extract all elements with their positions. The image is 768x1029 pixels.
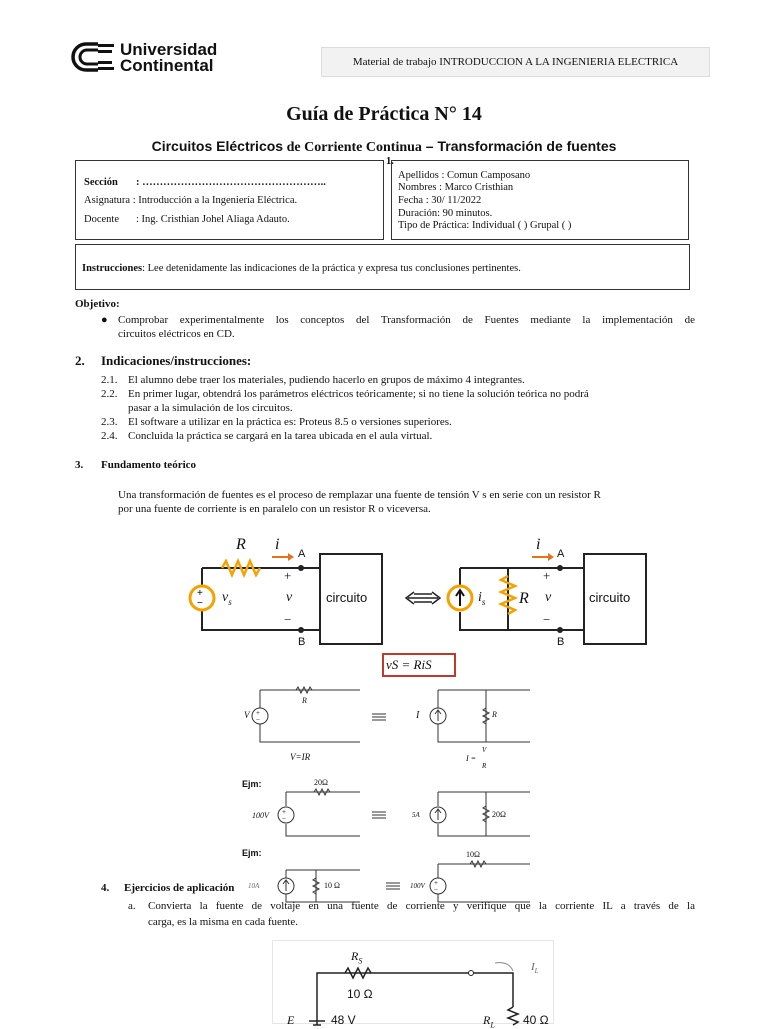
subtitle-part-b: de Corriente Continua	[283, 140, 422, 155]
figure-exercise-a	[272, 940, 554, 1029]
label-vs-sub: s	[228, 596, 232, 607]
fig2-v100: 100V	[252, 811, 269, 820]
fig2-a5: 5A	[412, 811, 420, 819]
docente-label: Docente	[84, 214, 119, 225]
label-minus-left: −	[284, 612, 292, 627]
item-2-2-text: En primer lugar, obtendrá los parámetros eléctricos teóricamente; si no tiene la solución teórica no podrá	[128, 388, 589, 400]
subtitle-part-a: Circuitos Eléctricos	[151, 138, 284, 154]
fig2-a10: 10A	[248, 882, 260, 890]
fig3-il-label	[531, 961, 539, 975]
svg-text:−: −	[282, 815, 286, 823]
svg-text:−: −	[434, 886, 438, 894]
seccion-label: Sección	[84, 177, 118, 188]
label-plus-left: +	[284, 568, 292, 583]
label-r-right: R	[519, 590, 529, 607]
asignatura-text: Asignatura : Introducción a la Ingeniería Eléctrica.	[84, 195, 298, 206]
fig3-rs: R	[351, 949, 359, 963]
seccion-value: : ……………………………………………..	[136, 177, 326, 188]
fig3-rl: R	[483, 1013, 491, 1027]
item-2-4-num: 2.4.	[101, 430, 118, 442]
equation-text: vS = RiS	[386, 657, 432, 672]
label-is-sub: s	[481, 596, 486, 607]
fig3-rl-sub: L	[490, 1020, 495, 1029]
item-2-3-num: 2.3.	[101, 416, 118, 428]
page-subtitle	[0, 138, 768, 156]
fig3-v48: 48 V	[331, 1013, 356, 1027]
label-a-left: A	[298, 548, 306, 560]
ejercicio-a-text-2: carga, es la misma en cada fuente.	[148, 916, 299, 928]
logo-line2: Continental	[120, 56, 214, 75]
fig3-rs-label	[351, 949, 362, 965]
section3-number: 3.	[75, 459, 84, 471]
label-plus-right: +	[543, 568, 551, 583]
material-header-text: Material de trabajo INTRODUCCION A LA INGENIERIA ELECTRICA	[352, 56, 679, 68]
svg-text:+: +	[434, 879, 438, 887]
figure-equivalences-svg	[230, 680, 620, 902]
fundamento-text-2: por una fuente de corriente is en paralelo con un resistor R o viceversa.	[118, 503, 431, 515]
section2-number: 2.	[75, 353, 85, 368]
section2-title: Indicaciones/instrucciones:	[101, 353, 252, 368]
fig2-label-v: V	[244, 710, 250, 720]
figure-source-transformation	[180, 530, 640, 680]
label-is	[478, 590, 485, 607]
subtitle-part-c: – Transformación de fuentes	[421, 138, 617, 154]
figure-exercise-a-svg	[273, 941, 555, 1025]
docente-value: : Ing. Cristhian Johel Aliaga Adauto.	[136, 214, 290, 225]
fecha-text: Fecha : 30/ 11/2022	[398, 195, 482, 206]
duracion-text: Duración: 90 minutos.	[398, 208, 493, 219]
label-vs	[222, 590, 232, 607]
fig2-r10-left: 10 Ω	[324, 881, 340, 890]
instrucciones-label: Instrucciones	[82, 263, 143, 274]
item-2-2b-text: pasar a la simulación de los circuitos.	[128, 402, 293, 414]
label-r-left: R	[236, 536, 246, 553]
item-2-4-text: Concluida la práctica se cargará en la tarea ubicada en el aula virtual.	[128, 430, 433, 442]
fig3-rs-sub: S	[358, 956, 363, 966]
svg-text:+: +	[282, 808, 286, 816]
fig3-rl-label	[483, 1013, 495, 1029]
fig2-eq-left: V=IR	[290, 752, 311, 762]
label-b-left: B	[298, 636, 306, 648]
section3-title: Fundamento teórico	[101, 459, 197, 471]
tipo-text: Tipo de Práctica: Individual ( ) Grupal ( )	[398, 220, 572, 231]
fig2-ejm-1: Ejm:	[242, 779, 262, 789]
label-vs-main: v	[222, 590, 229, 605]
fig2-eq-right-mid: I =	[466, 754, 477, 763]
material-header	[321, 47, 710, 77]
fig3-r40: 40 Ω	[523, 1013, 549, 1027]
section4-title: Ejercicios de aplicación	[124, 882, 235, 894]
label-minus-right: −	[543, 612, 551, 627]
resistor-r-left	[222, 561, 260, 575]
item-2-1-num: 2.1.	[101, 374, 118, 386]
item-2-3-text: El software a utilizar en la práctica es: Proteus 8.5 o versiones superiores.	[128, 416, 452, 428]
page-title: Guía de Práctica N° 14	[286, 103, 482, 125]
fig2-eq-right-top: V	[482, 746, 487, 754]
fig2-eq-right-bot: R	[482, 762, 487, 770]
svg-text:+: +	[197, 588, 203, 599]
fig2-ejm-2: Ejm:	[242, 848, 262, 858]
instrucciones-box	[75, 244, 690, 290]
fig3-il: I	[531, 961, 535, 973]
svg-text:−: −	[256, 716, 260, 724]
objetivo-text-1: Comprobar experimentalmente los conceptos del Transformación de Fuentes mediante la implementación de	[118, 314, 695, 326]
label-b-right: B	[557, 636, 565, 648]
svg-text:−: −	[197, 598, 203, 609]
ejercicio-a-letter: a.	[128, 900, 136, 912]
label-circuito-left: circuito	[326, 590, 368, 605]
ejercicio-a-text-1: Convierta la fuente de voltaje en una fuente de corriente y verifique que la corriente IL a través de la	[148, 900, 695, 912]
label-i-right: i	[536, 536, 541, 553]
instrucciones-line	[82, 262, 521, 275]
label-v-left: v	[286, 590, 293, 605]
label-is-main: i	[478, 590, 482, 605]
instrucciones-text: : Lee detenidamente las indicaciones de la práctica y expresa tus conclusiones pertinentes.	[142, 263, 521, 274]
apellidos-text: Apellidos : Comun Camposano	[398, 170, 531, 181]
fig3-e: E	[287, 1013, 295, 1027]
fundamento-text-1: Una transformación de fuentes es el proceso de remplazar una fuente de tensión V s en serie con un resistor R	[118, 489, 601, 501]
label-a-right: A	[557, 548, 565, 560]
objetivo-text-2: circuitos eléctricos en CD.	[118, 328, 235, 340]
logo-line1: Universidad	[120, 40, 218, 59]
info-left-box	[75, 160, 384, 240]
fig2-label-r-left: R	[302, 696, 307, 705]
fig3-r10: 10 Ω	[347, 987, 373, 1001]
fig2-r20-left: 20Ω	[314, 778, 328, 787]
objetivo-bullet: ●	[101, 314, 108, 326]
item-2-2-num: 2.2.	[101, 388, 118, 400]
label-circuito-right: circuito	[589, 590, 631, 605]
item-2-1-text: El alumno debe traer los materiales, pudiendo hacerlo en grupos de máximo 4 integrantes.	[128, 374, 525, 386]
equivalence-arrow	[406, 592, 440, 604]
fig2-v100-b: 100V	[410, 882, 425, 890]
university-logo	[72, 42, 222, 74]
logo-icon	[72, 42, 114, 72]
nombres-text: Nombres : Marco Cristhian	[398, 182, 514, 193]
fig2-r20-right: 20Ω	[492, 810, 506, 819]
fig2-r10-right: 10Ω	[466, 850, 480, 859]
fig2-label-i: I	[416, 710, 420, 721]
section1-marker: 1.	[386, 156, 394, 167]
resistor-r-right	[501, 576, 515, 614]
fig2-label-r-right: R	[492, 710, 497, 719]
fig3-il-sub: L	[534, 967, 539, 976]
label-i-left: i	[275, 536, 280, 553]
svg-text:+: +	[256, 709, 260, 717]
objetivo-label: Objetivo:	[75, 298, 120, 310]
label-v-right: v	[545, 590, 552, 605]
figure-equivalences	[230, 680, 620, 902]
section4-number: 4.	[101, 882, 110, 894]
info-right-box	[391, 160, 689, 240]
